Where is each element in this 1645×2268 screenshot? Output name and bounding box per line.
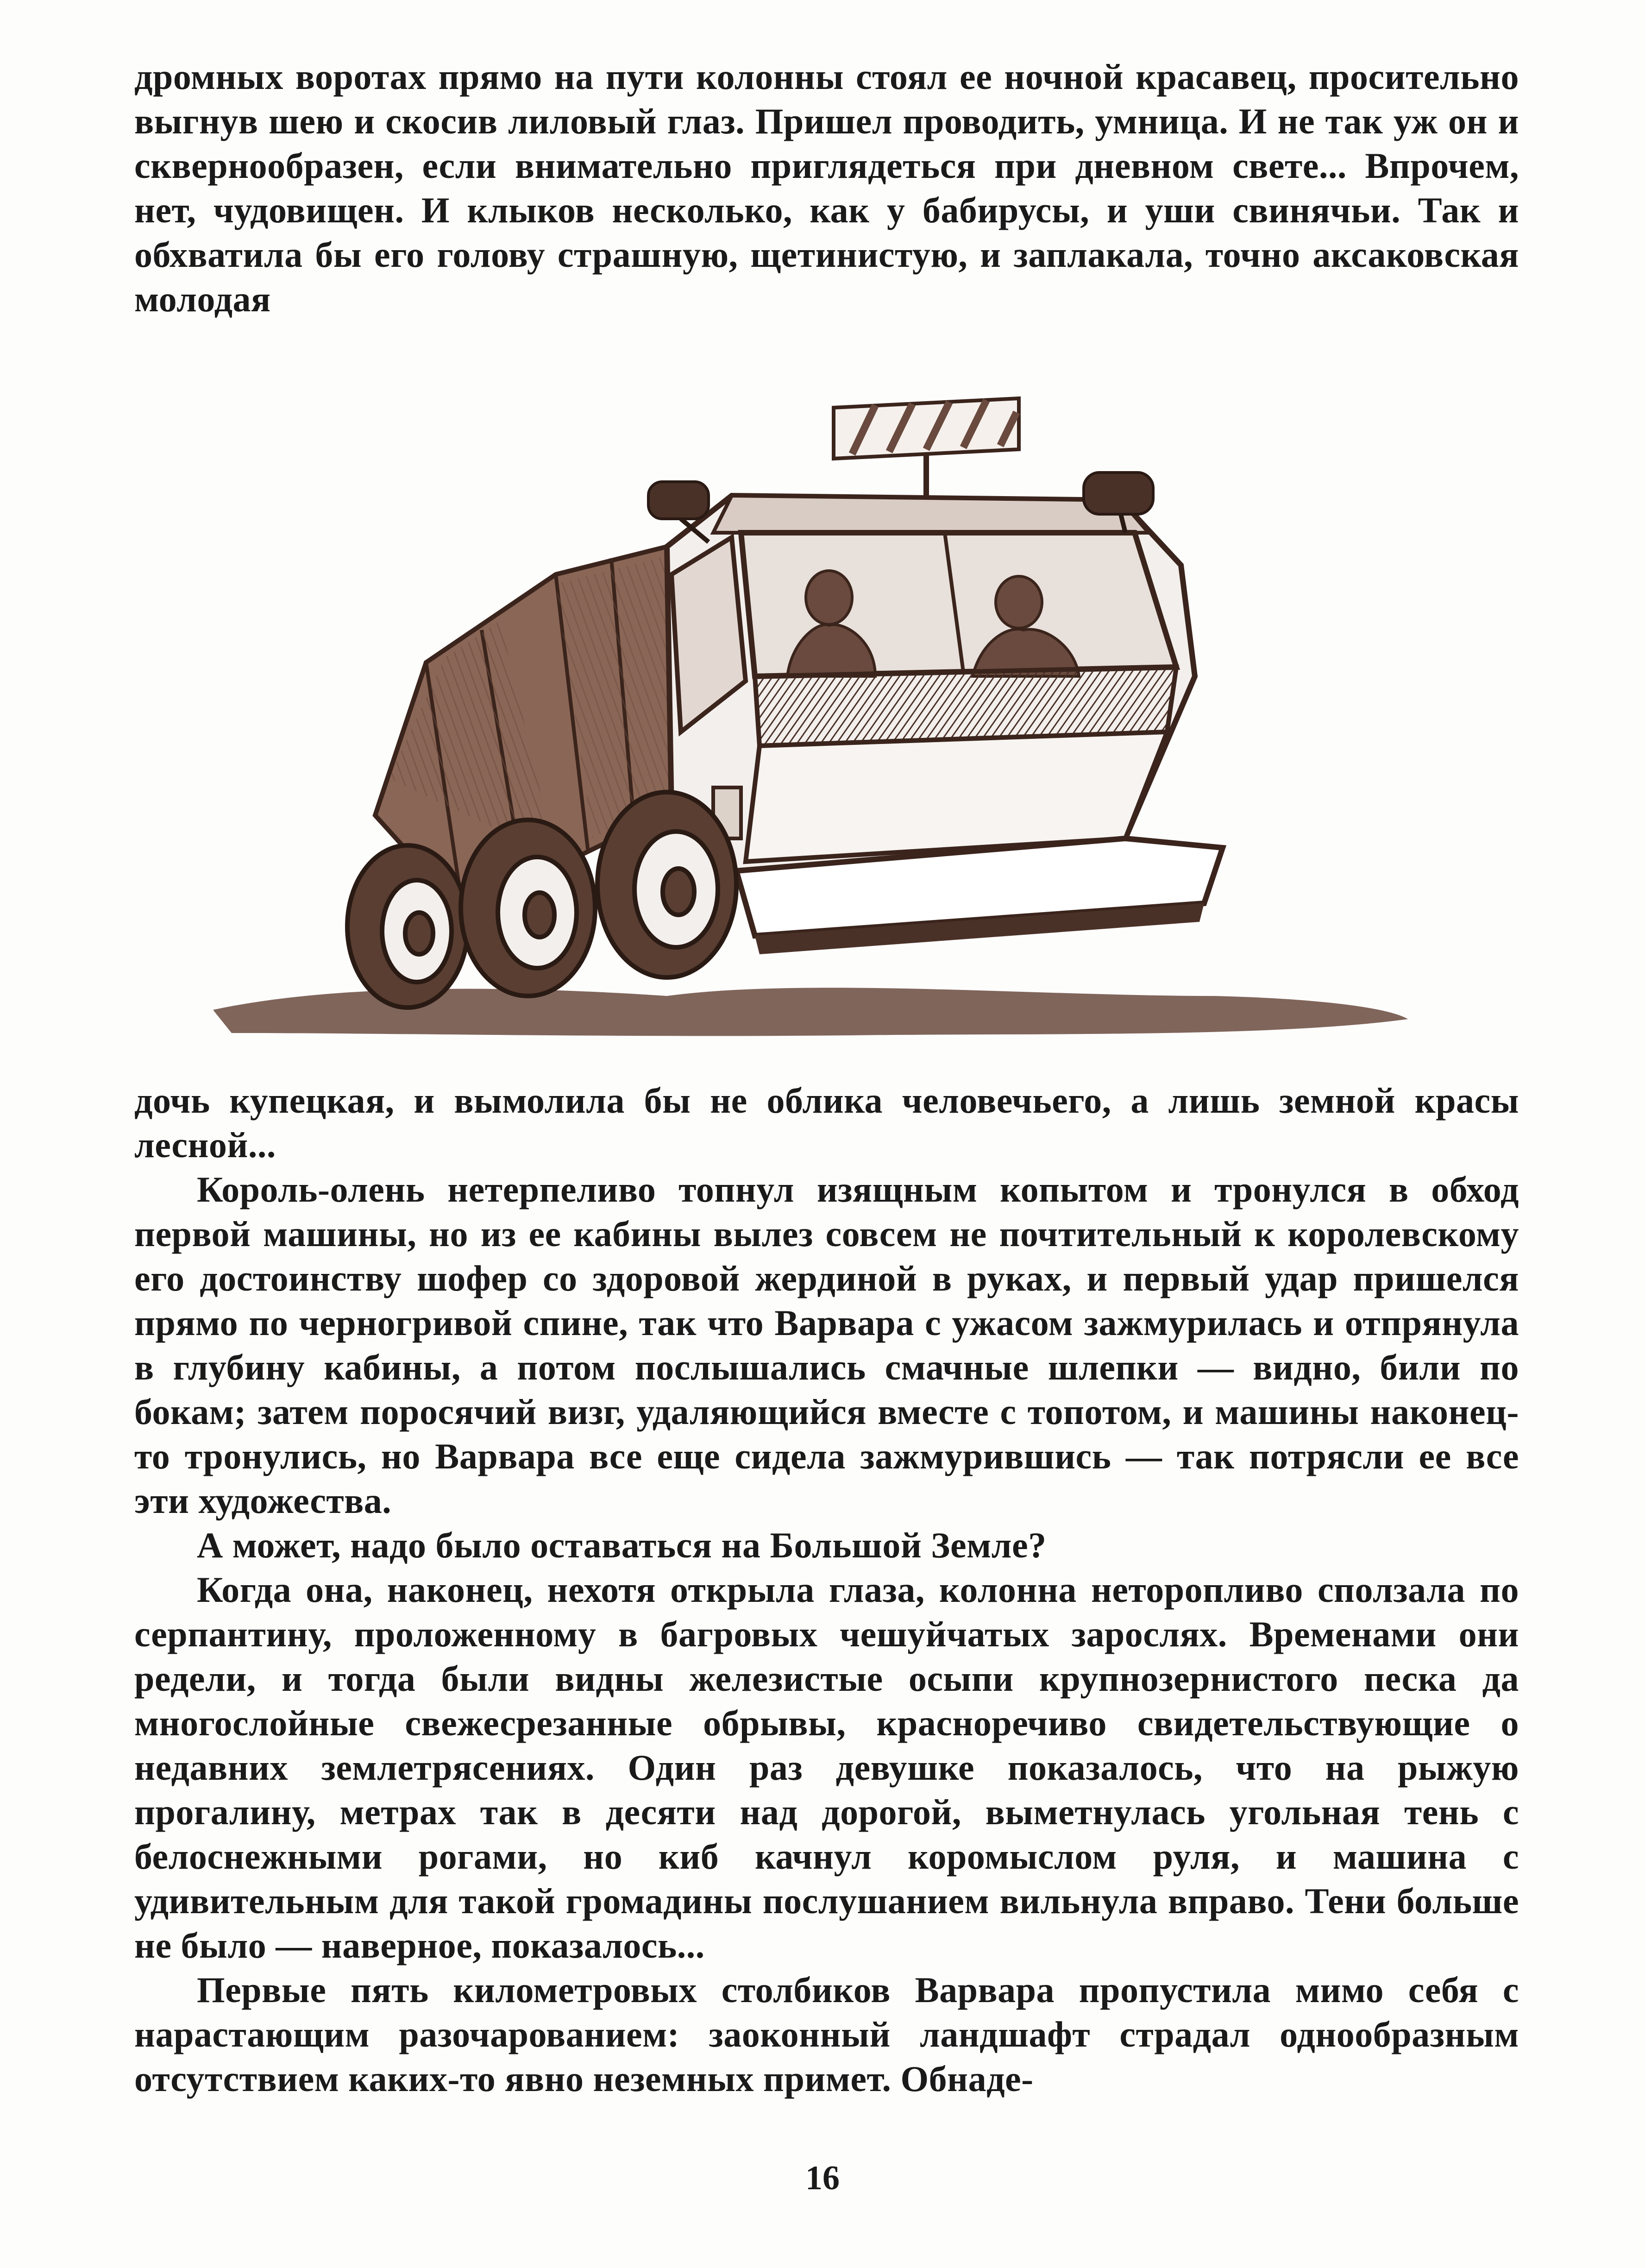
bottom-text-block <box>134 1078 1519 2101</box>
top-text-block <box>134 55 1519 321</box>
wheel-rear <box>347 845 468 1008</box>
paragraph: Первые пять километровых столбиков Варвара пропустила мимо себя с нарастающим разочарованием: заоконный ландшафт страдал однообразным отсутствием каких-то явно неземных примет. Обнаде- <box>134 1970 1519 2099</box>
paragraph: дочь купецкая, и вымолила бы не облика человечьего, а лишь земной красы лесной... <box>134 1080 1519 1165</box>
paragraph: А может, надо было оставаться на Большой Земле? <box>197 1525 1047 1565</box>
roof-sign <box>834 398 1019 496</box>
paragraph-continued: дромных воротах прямо на пути колонны стоял ее ночной красавец, просительно выгнув шею и скосив лиловый глаз. Пришел проводить, умница. И не так уж он и сквернообразен, если внимательно приглядеться при дневном свете... Впрочем, нет, чудовищен. И клыков несколько, как у бабирусы, и уши свинячьи. Так и обхватила бы его голову страшную, щетинистую, и заплакала, точно аксаковская молодая <box>134 57 1519 319</box>
page-number: 16 <box>805 2159 840 2197</box>
paragraph: Король-олень нетерпеливо топнул изящным копытом и тронулся в обход первой машины, но из ее кабины вылез совсем не почтительный к королевскому его достоинству шофер со здоровой жердиной в руках, и первый удар пришелся прямо по черногривой спине, так что Варвара с ужасом зажмурилась и отпрянула в глубину кабины, а потом послышались смачные шлепки — видно, били по бокам; затем поросячий визг, удаляющийся вместе с топотом, и машины наконец-то тронулись, но Варвара все еще сидела зажмурившись — так потрясли ее все эти художества. <box>134 1169 1519 1521</box>
truck-illustration <box>204 380 1417 1056</box>
searchlight-left <box>648 482 709 542</box>
wheel-middle <box>461 820 595 996</box>
wheel-front <box>597 792 736 977</box>
paragraph: Когда она, наконец, нехотя открыла глаза, колонна неторопливо сползала по серпантину, проложенному в багровых чешуйчатых зарослях. Временами они редели, и тогда были видны железистые осыпи крупнозернистого песка да многослойные свежесрезанные обрывы, красноречиво свидетельствующие о недавних землетрясениях. Один раз девушке показалось, что на рыжую прогалину, метрах так в десяти над дорогой, выметнулась угольная тень с белоснежными рогами, но киб качнул коромыслом руля, и машина с удивительным для такой громадины послушанием вильнула вправо. Тени больше не было — наверное, показалось... <box>134 1569 1519 1966</box>
